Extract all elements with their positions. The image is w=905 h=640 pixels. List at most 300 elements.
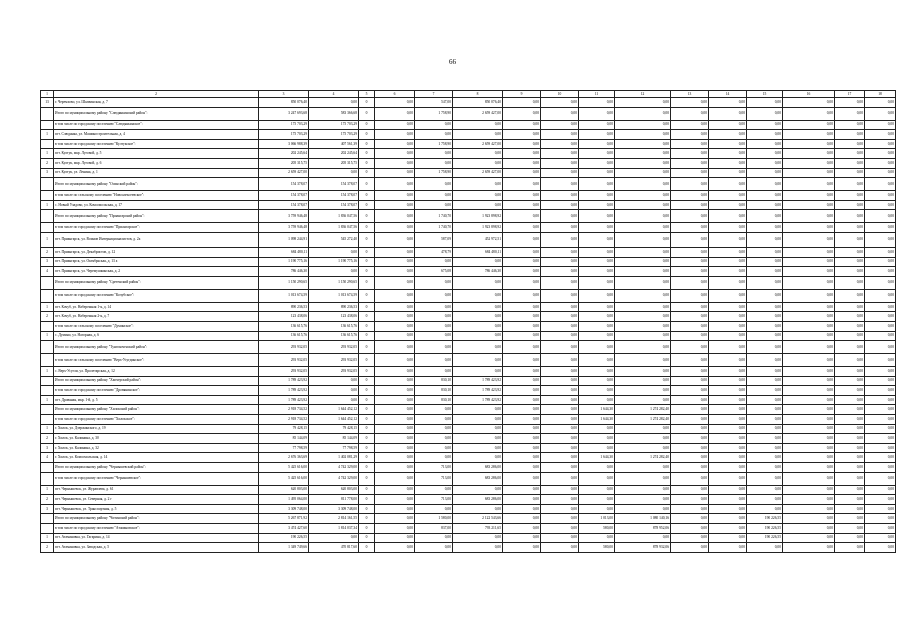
cell-value: 0,00	[503, 149, 541, 159]
table-row	[41, 139, 896, 149]
cell-value: 0,00	[375, 354, 415, 367]
table-row	[41, 453, 896, 463]
table-row	[41, 130, 896, 140]
table-row	[41, 434, 896, 444]
cell-value: 0,00	[865, 120, 896, 130]
cell-value: 2 918 734,52	[259, 415, 309, 425]
cell-value: 1 789 423,92	[453, 395, 503, 405]
cell-value: 0,00	[453, 331, 503, 341]
cell-value: 77 798,59	[259, 443, 309, 453]
cell-value: 0,00	[541, 223, 579, 233]
cell-value: 0,00	[835, 302, 865, 312]
cell-value: 0,00	[541, 107, 579, 120]
row-number	[41, 405, 54, 415]
cell-value: 0,00	[709, 158, 747, 168]
cell-value: 0,00	[503, 200, 541, 210]
cell-value: 293 932,05	[259, 354, 309, 367]
cell-value: 0,00	[453, 302, 503, 312]
cell-value: 0	[359, 98, 375, 108]
cell-value: 0,00	[783, 495, 835, 505]
cell-value: 0,00	[503, 98, 541, 108]
cell-value: 0,00	[375, 312, 415, 322]
cell-value: 0,00	[503, 107, 541, 120]
cell-value: 0,00	[503, 130, 541, 140]
cell-value: 0,00	[415, 485, 453, 495]
row-number: 1	[41, 200, 54, 210]
cell-value: 0	[359, 149, 375, 159]
cell-value: 0,00	[579, 257, 615, 267]
cell-value: 0,00	[579, 168, 615, 178]
row-name: пгт. Приангарск, ул. Воинов Интернационалистов, д. 2а	[54, 232, 259, 247]
cell-value: 0,00	[865, 463, 896, 473]
cell-value: 0,00	[865, 191, 896, 201]
cell-value: 0	[359, 395, 375, 405]
cell-value: 0,00	[375, 232, 415, 247]
cell-value: 0,00	[865, 472, 896, 485]
table-row	[41, 98, 896, 108]
cell-value: 0,00	[503, 504, 541, 514]
row-number	[41, 178, 54, 191]
cell-value: 0,00	[375, 223, 415, 233]
cell-value: 0,00	[671, 130, 709, 140]
cell-value: 713,00	[415, 472, 453, 485]
cell-value: 0,00	[453, 504, 503, 514]
cell-value: 0	[359, 200, 375, 210]
cell-value: 547,00	[415, 98, 453, 108]
cell-value: 0,00	[375, 472, 415, 485]
cell-value: 0,00	[453, 200, 503, 210]
cell-value: 0,00	[835, 139, 865, 149]
cell-value: 0,00	[541, 149, 579, 159]
cell-value: 0,00	[865, 386, 896, 396]
cell-value: 0,00	[709, 415, 747, 425]
cell-value: 0,00	[709, 247, 747, 257]
cell-value: 293 932,05	[309, 354, 359, 367]
cell-value: 0,00	[453, 158, 503, 168]
cell-value: 0,00	[579, 376, 615, 386]
cell-value: 0,00	[835, 495, 865, 505]
cell-value: 878 932,06	[615, 543, 671, 553]
cell-value: 0	[359, 514, 375, 524]
table-row	[41, 485, 896, 495]
cell-value: 786 446,30	[453, 267, 503, 277]
cell-value: 407 561,39	[309, 139, 359, 149]
cell-value: 1 789 423,92	[453, 376, 503, 386]
cell-value: 85 144,09	[259, 434, 309, 444]
cell-value: 830,10	[415, 395, 453, 405]
cell-value: 0,00	[709, 341, 747, 354]
cell-value: 0,00	[671, 289, 709, 302]
cell-value: 0,00	[783, 331, 835, 341]
cell-value: 293 932,05	[309, 341, 359, 354]
cell-value: 0,00	[709, 395, 747, 405]
cell-value: 0,00	[865, 367, 896, 377]
cell-value: 0,00	[503, 395, 541, 405]
cell-value: 0,00	[579, 533, 615, 543]
cell-value: 3 474 427,60	[259, 524, 309, 534]
cell-value: 0,00	[783, 130, 835, 140]
cell-value: 545 272,40	[309, 232, 359, 247]
cell-value: 1 644,30	[579, 453, 615, 463]
cell-value: 190 226,55	[259, 533, 309, 543]
cell-value: 0,00	[747, 376, 783, 386]
cell-value: 0	[359, 367, 375, 377]
cell-value: 0,00	[783, 257, 835, 267]
row-name: г. Хилок, ул. Калинина, д. 30	[54, 434, 259, 444]
row-number: 1	[41, 533, 54, 543]
cell-value: 587,09	[415, 232, 453, 247]
cell-value: 0,00	[415, 331, 453, 341]
cell-value: 0,00	[375, 276, 415, 289]
cell-value: 0,00	[415, 257, 453, 267]
cell-value: 0,00	[671, 415, 709, 425]
cell-value: 0,00	[579, 443, 615, 453]
cell-value: 0,00	[835, 533, 865, 543]
cell-value: 0,00	[541, 210, 579, 223]
table-row	[41, 514, 896, 524]
cell-value: 0,00	[453, 276, 503, 289]
cell-value: 0,00	[835, 200, 865, 210]
cell-value: 1 080 140,16	[615, 514, 671, 524]
cell-value: 0,00	[835, 524, 865, 534]
cell-value: 0,00	[835, 485, 865, 495]
cell-value: 0,00	[709, 130, 747, 140]
cell-value: 0	[359, 472, 375, 485]
table-row	[41, 276, 896, 289]
table-row	[41, 504, 896, 514]
cell-value: 0,00	[309, 267, 359, 277]
cell-value: 0,00	[541, 191, 579, 201]
cell-value: 0,00	[615, 504, 671, 514]
cell-value: 0	[359, 415, 375, 425]
cell-value: 0,00	[503, 443, 541, 453]
cell-value: 0,00	[671, 341, 709, 354]
cell-value: 154 378,07	[309, 178, 359, 191]
cell-value: 0,00	[375, 178, 415, 191]
row-name: пгт. Приангарск, ул. Декабристов, д. 12	[54, 247, 259, 257]
cell-value: 0	[359, 223, 375, 233]
cell-value: 478,79	[415, 247, 453, 257]
cell-value: 0,00	[615, 210, 671, 223]
row-number: 3	[41, 504, 54, 514]
cell-value: 0,00	[783, 514, 835, 524]
cell-value: 0,00	[375, 149, 415, 159]
cell-value: 0,00	[615, 376, 671, 386]
cell-value: 0,00	[579, 107, 615, 120]
cell-value: 0,00	[541, 533, 579, 543]
cell-value: 580,00	[579, 524, 615, 534]
table-row	[41, 543, 896, 553]
cell-value: 0,00	[415, 130, 453, 140]
cell-value: 0,00	[309, 533, 359, 543]
cell-value: 0,00	[415, 312, 453, 322]
cell-value: 0	[359, 107, 375, 120]
cell-value: 830,10	[415, 386, 453, 396]
row-name: Итого по муниципальному району "Хилокский район":	[54, 405, 259, 415]
cell-value: 0,00	[503, 331, 541, 341]
row-number: 13	[41, 98, 54, 108]
cell-value: 0,00	[615, 223, 671, 233]
cell-value: 0,00	[835, 395, 865, 405]
cell-value: 0,00	[579, 367, 615, 377]
cell-value: 0,00	[709, 276, 747, 289]
cell-value: 0,00	[747, 120, 783, 130]
row-name: в том числе по городскому поселению "Чернышевское":	[54, 472, 259, 485]
cell-value: 0	[359, 354, 375, 367]
cell-value: 175 703,29	[259, 130, 309, 140]
cell-value: 890 236,53	[309, 302, 359, 312]
cell-value: 0,00	[709, 354, 747, 367]
cell-value: 878 952,06	[615, 524, 671, 534]
row-name: с. Думино, ул. Нагорная, д. 6	[54, 331, 259, 341]
cell-value: 0,00	[615, 341, 671, 354]
table-row	[41, 341, 896, 354]
cell-value: 1 274 282,40	[615, 415, 671, 425]
cell-value: 0,00	[835, 130, 865, 140]
table-row	[41, 107, 896, 120]
row-number	[41, 472, 54, 485]
cell-value: 0,00	[671, 120, 709, 130]
cell-value: 0,00	[835, 168, 865, 178]
cell-value: 0,00	[375, 289, 415, 302]
table-row	[41, 158, 896, 168]
table-row	[41, 312, 896, 322]
cell-value: 0,00	[453, 341, 503, 354]
cell-value: 0,00	[541, 354, 579, 367]
cell-value: 175 703,29	[259, 120, 309, 130]
column-header: 8	[453, 91, 503, 98]
cell-value: 683 286,00	[453, 463, 503, 473]
cell-value: 0,00	[747, 472, 783, 485]
cell-value: 0,00	[415, 276, 453, 289]
cell-value: 0,00	[747, 354, 783, 367]
cell-value: 0,00	[835, 463, 865, 473]
cell-value: 1 789 423,92	[453, 386, 503, 396]
cell-value: 0	[359, 331, 375, 341]
cell-value: 0,00	[375, 120, 415, 130]
cell-value: 0	[359, 543, 375, 553]
cell-value: 0,00	[579, 232, 615, 247]
cell-value: 0,00	[671, 485, 709, 495]
cell-value: 0,00	[835, 267, 865, 277]
cell-value: 0,00	[835, 424, 865, 434]
cell-value: 0,00	[503, 405, 541, 415]
cell-value: 0,00	[747, 210, 783, 223]
cell-value: 0,00	[579, 289, 615, 302]
cell-value: 0,00	[541, 341, 579, 354]
cell-value: 0,00	[747, 443, 783, 453]
table-row	[41, 247, 896, 257]
cell-value: 0,00	[747, 168, 783, 178]
cell-value: 0,00	[579, 504, 615, 514]
cell-value: 0,00	[709, 267, 747, 277]
cell-value: 0,00	[671, 543, 709, 553]
table-row	[41, 524, 896, 534]
cell-value: 0	[359, 312, 375, 322]
cell-value: 2 814 161,55	[309, 514, 359, 524]
cell-value: 0,00	[783, 434, 835, 444]
cell-value: 0,00	[747, 405, 783, 415]
cell-value: 0,00	[579, 434, 615, 444]
cell-value: 0	[359, 485, 375, 495]
cell-value: 0,00	[747, 395, 783, 405]
cell-value: 0,00	[415, 120, 453, 130]
cell-value: 0,00	[747, 424, 783, 434]
cell-value: 0,00	[503, 139, 541, 149]
row-name: Итого по муниципальному району "Хапчерский район":	[54, 376, 259, 386]
cell-value: 0,00	[415, 302, 453, 312]
cell-value: 0,00	[747, 453, 783, 463]
cell-value: 0,00	[503, 267, 541, 277]
cell-value: 0,00	[835, 247, 865, 257]
cell-value: 0,00	[541, 120, 579, 130]
cell-value: 0,00	[541, 424, 579, 434]
cell-value: 136 615,76	[309, 321, 359, 331]
cell-value: 0	[359, 376, 375, 386]
cell-value: 0,00	[865, 302, 896, 312]
cell-value: 0,00	[865, 267, 896, 277]
cell-value: 0,00	[709, 533, 747, 543]
cell-value: 0,00	[865, 395, 896, 405]
cell-value: 0,00	[541, 302, 579, 312]
cell-value: 0,00	[747, 149, 783, 159]
cell-value: 0,00	[615, 485, 671, 495]
column-header: 3	[259, 91, 309, 98]
cell-value: 0,00	[579, 210, 615, 223]
cell-value: 0,00	[615, 257, 671, 267]
cell-value: 205 315,75	[259, 158, 309, 168]
table-row	[41, 443, 896, 453]
cell-value: 0,00	[783, 453, 835, 463]
cell-value: 837,00	[415, 524, 453, 534]
cell-value: 0,00	[865, 210, 896, 223]
cell-value: 0,00	[709, 98, 747, 108]
cell-value: 0,00	[835, 158, 865, 168]
cell-value: 0,00	[865, 98, 896, 108]
cell-value: 0,00	[541, 485, 579, 495]
cell-value: 0	[359, 495, 375, 505]
cell-value: 0,00	[453, 443, 503, 453]
cell-value: 0,00	[783, 232, 835, 247]
cell-value: 0,00	[615, 321, 671, 331]
cell-value: 0	[359, 191, 375, 201]
row-number	[41, 354, 54, 367]
cell-value: 1 836 047,56	[309, 223, 359, 233]
cell-value: 0,00	[865, 289, 896, 302]
cell-value: 0,00	[671, 504, 709, 514]
cell-value: 0,00	[835, 107, 865, 120]
row-number	[41, 376, 54, 386]
cell-value: 0,00	[835, 434, 865, 444]
cell-value: 0,00	[453, 354, 503, 367]
cell-value: 0,00	[615, 472, 671, 485]
cell-value: 0,00	[747, 267, 783, 277]
row-name: пгт. Кочуб, ул. Набережная 1-я, д. 14	[54, 302, 259, 312]
cell-value: 0,00	[375, 341, 415, 354]
cell-value: 0,00	[783, 386, 835, 396]
cell-value: 0	[359, 504, 375, 514]
cell-value: 0	[359, 210, 375, 223]
cell-value: 0,00	[865, 331, 896, 341]
cell-value: 0,00	[783, 210, 835, 223]
cell-value: 0,00	[709, 472, 747, 485]
table-row	[41, 415, 896, 425]
row-number: 2	[41, 434, 54, 444]
cell-value: 0,00	[541, 472, 579, 485]
cell-value: 0,00	[375, 405, 415, 415]
cell-value: 0,00	[579, 98, 615, 108]
row-number	[41, 386, 54, 396]
row-number: 2	[41, 312, 54, 322]
cell-value: 0,00	[615, 276, 671, 289]
cell-value: 0,00	[503, 367, 541, 377]
cell-value: 154 378,07	[259, 200, 309, 210]
cell-value: 0,00	[541, 98, 579, 108]
cell-value: 0,00	[579, 139, 615, 149]
row-number: 3	[41, 443, 54, 453]
cell-value: 0,00	[747, 341, 783, 354]
cell-value: 2 659 427,00	[259, 168, 309, 178]
cell-value: 0,00	[453, 130, 503, 140]
cell-value: 0,00	[747, 543, 783, 553]
cell-value: 79 428,15	[309, 424, 359, 434]
column-header: 13	[671, 91, 709, 98]
cell-value: 0,00	[671, 424, 709, 434]
cell-value: 0,00	[375, 210, 415, 223]
cell-value: 3 066 988,39	[259, 139, 309, 149]
cell-value: 0,00	[615, 386, 671, 396]
cell-value: 0,00	[541, 376, 579, 386]
cell-value: 0,00	[671, 405, 709, 415]
cell-value: 0,00	[579, 276, 615, 289]
header-row	[41, 91, 896, 98]
cell-value: 0,00	[709, 504, 747, 514]
table-row	[41, 168, 896, 178]
cell-value: 0,00	[615, 139, 671, 149]
row-name: г. Черемхово, ул. Шалвинская, д. 7	[54, 98, 259, 108]
cell-value: 0,00	[503, 485, 541, 495]
cell-value: 0,00	[541, 130, 579, 140]
cell-value: 0,00	[541, 367, 579, 377]
cell-value: 0,00	[709, 367, 747, 377]
cell-value: 0,00	[783, 424, 835, 434]
cell-value: 202 245,64	[259, 149, 309, 159]
row-name: Итого по муниципальному району "Чернышевский район":	[54, 463, 259, 473]
cell-value: 0,00	[375, 415, 415, 425]
cell-value: 0,00	[709, 543, 747, 553]
cell-value: 0,00	[453, 533, 503, 543]
cell-value: 0,00	[709, 168, 747, 178]
cell-value: 0,00	[415, 191, 453, 201]
row-number: 4	[41, 453, 54, 463]
column-header: 10	[541, 91, 579, 98]
column-header: 5	[359, 91, 375, 98]
cell-value: 0,00	[615, 463, 671, 473]
cell-value: 0	[359, 158, 375, 168]
cell-value: 154 378,07	[259, 178, 309, 191]
table-row	[41, 191, 896, 201]
table-row	[41, 367, 896, 377]
cell-value: 0,00	[671, 367, 709, 377]
cell-value: 0,00	[865, 415, 896, 425]
cell-value: 0,00	[709, 191, 747, 201]
cell-value: 1 150 290,65	[309, 276, 359, 289]
cell-value: 830,10	[415, 376, 453, 386]
cell-value: 0,00	[709, 424, 747, 434]
cell-value: 2 659 427,00	[453, 107, 503, 120]
cell-value: 0,00	[615, 331, 671, 341]
cell-value: 0,00	[615, 200, 671, 210]
